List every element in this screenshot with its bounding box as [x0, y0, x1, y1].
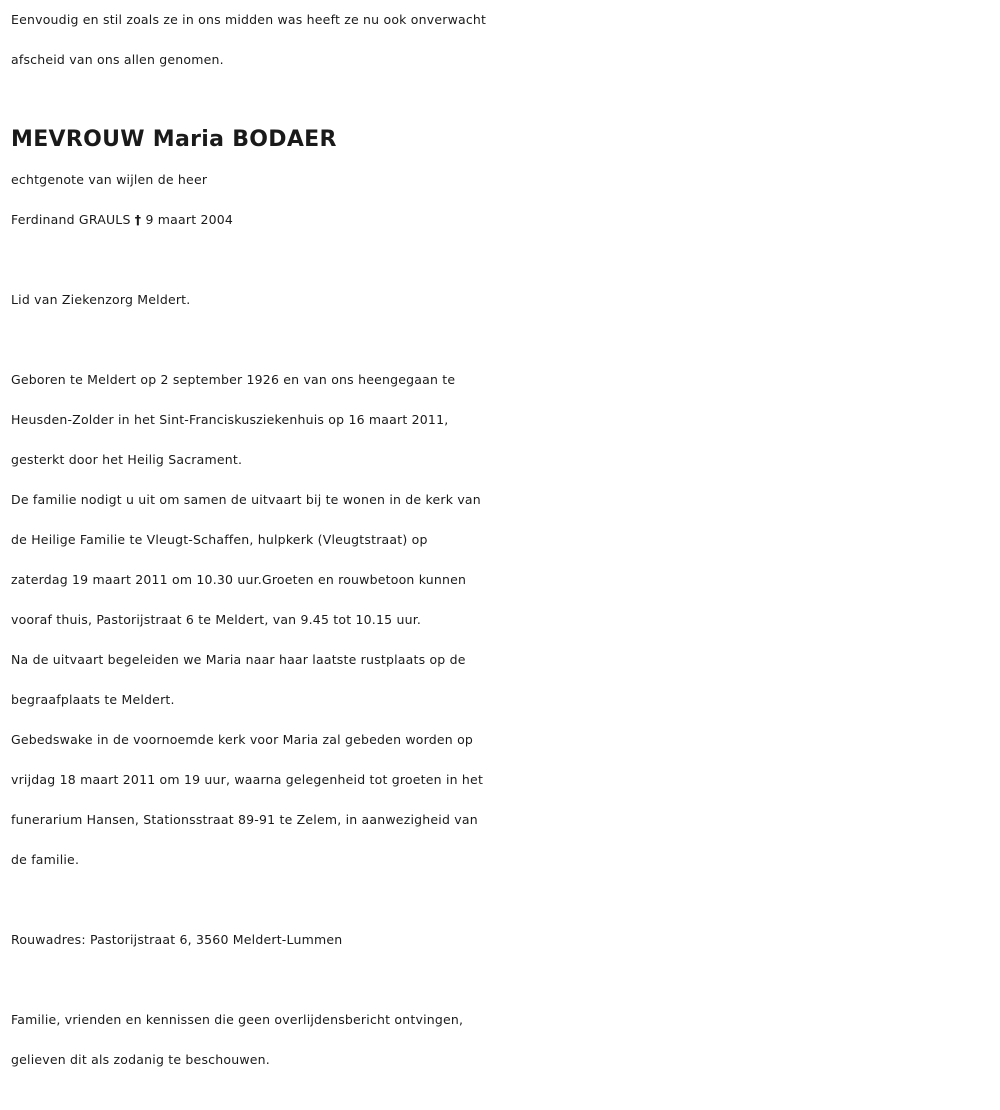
spacer	[11, 880, 991, 920]
obituary-notice	[11, 0, 991, 1080]
cross-icon: †	[134, 212, 142, 227]
closing-line-2: gelieven dit als zodanig te beschouwen.	[11, 1052, 270, 1067]
spacer	[11, 240, 991, 280]
deceased-name: MEVROUW Maria BODAER	[11, 127, 337, 152]
spacer	[11, 960, 991, 1000]
funeral-address: Rouwadres: Pastorijstraat 6, 3560 Meldert-Lummen	[11, 932, 343, 947]
spouse-death-date: 9 maart 2004	[145, 212, 234, 227]
body-line: Gebedswake in de voornoemde kerk voor Maria zal gebeden worden op	[11, 732, 474, 747]
spouse-name: Ferdinand GRAULS	[11, 212, 131, 227]
body-line: De familie nodigt u uit om samen de uitvaart bij te wonen in de kerk van	[11, 492, 481, 507]
spouse-line-2	[11, 200, 991, 240]
body-line: gesterkt door het Heilig Sacrament.	[11, 452, 243, 467]
body-line: de familie.	[11, 852, 80, 867]
body-line: funerarium Hansen, Stationsstraat 89-91 te Zelem, in aanwezigheid van	[11, 812, 478, 827]
intro-line-1: Eenvoudig en stil zoals ze in ons midden was heeft ze nu ook onverwacht	[11, 12, 487, 27]
spouse-line-1: echtgenote van wijlen de heer	[11, 172, 208, 187]
closing-line-1: Familie, vrienden en kennissen die geen overlijdensbericht ontvingen,	[11, 1012, 464, 1027]
body-line: de Heilige Familie te Vleugt-Schaffen, hulpkerk (Vleugtstraat) op	[11, 532, 428, 547]
membership-line: Lid van Ziekenzorg Meldert.	[11, 292, 191, 307]
body-line: vooraf thuis, Pastorijstraat 6 te Meldert, van 9.45 tot 10.15 uur.	[11, 612, 422, 627]
intro-line-2: afscheid van ons allen genomen.	[11, 52, 224, 67]
body-line: Heusden-Zolder in het Sint-Franciskusziekenhuis op 16 maart 2011,	[11, 412, 449, 427]
body-line: Geboren te Meldert op 2 september 1926 en van ons heengegaan te	[11, 372, 456, 387]
spacer	[11, 80, 991, 120]
body-line: vrijdag 18 maart 2011 om 19 uur, waarna gelegenheid tot groeten in het	[11, 772, 484, 787]
body-line: begraafplaats te Meldert.	[11, 692, 175, 707]
body-line: zaterdag 19 maart 2011 om 10.30 uur.Groeten en rouwbetoon kunnen	[11, 572, 467, 587]
spacer	[11, 320, 991, 360]
body-line: Na de uitvaart begeleiden we Maria naar haar laatste rustplaats op de	[11, 652, 466, 667]
